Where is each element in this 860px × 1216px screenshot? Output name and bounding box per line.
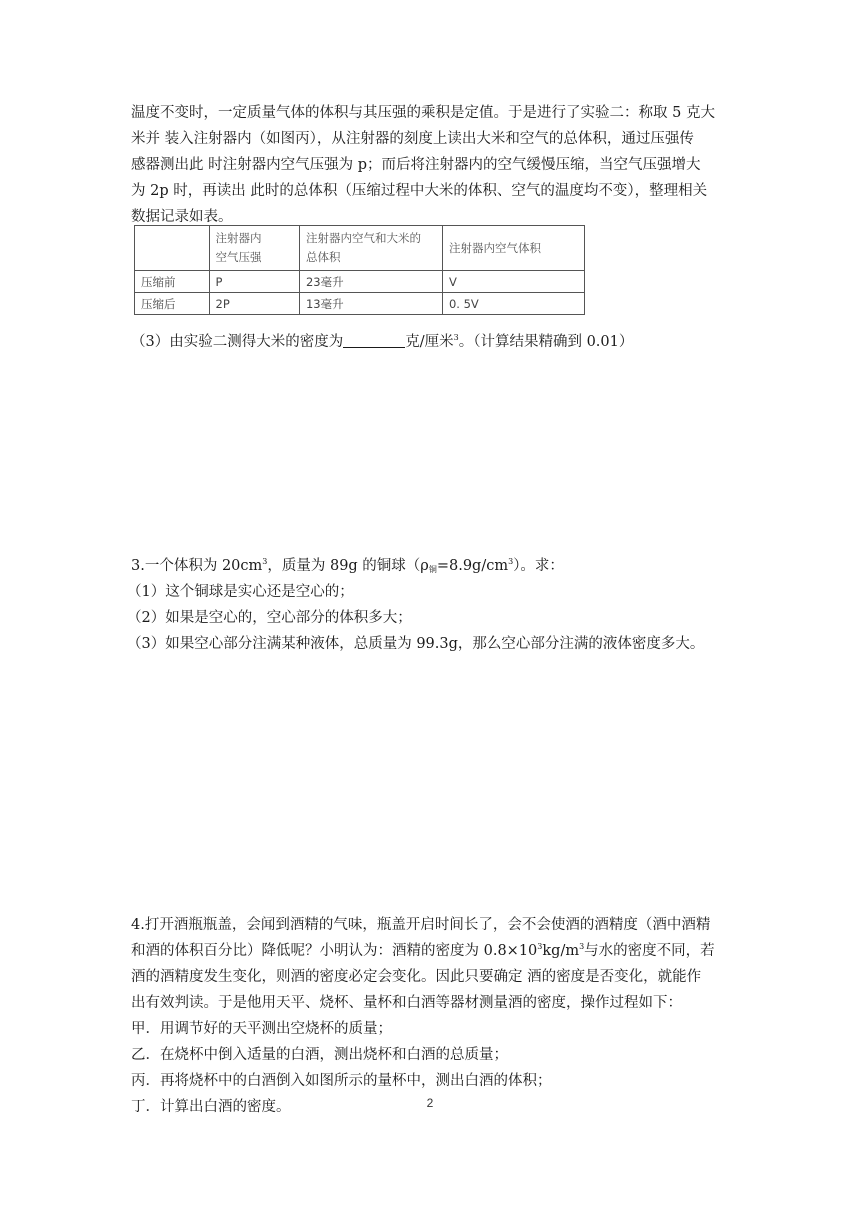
- q2-3-unit-sup: 3: [453, 333, 459, 342]
- table-header-cell: [299, 226, 442, 271]
- question-2-part-3: [131, 329, 731, 355]
- q4-line2-c: 与水的密度不同，若: [584, 943, 715, 959]
- q4-line: [131, 938, 731, 964]
- header-total-volume-line1: 注射器内空气和大米的: [305, 231, 421, 245]
- q3-item: （3）如果空心部分注满某种液体，总质量为 99.3g，那么空心部分注满的液体密度多大。: [127, 636, 705, 652]
- table-header-cell: [209, 226, 299, 271]
- q3-stem-a: 3.一个体积为 20cm: [131, 558, 263, 574]
- q4-sup: 3: [579, 942, 585, 951]
- table-row: [135, 293, 585, 315]
- table-cell: 压缩前: [135, 271, 210, 293]
- q4-step: 甲．用调节好的天平测出空烧杯的质量；: [131, 1021, 392, 1037]
- table-cell: 0. 5V: [442, 293, 584, 315]
- intro-line: 感器测出此 时注射器内空气压强为 p；而后将注射器内的空气缓慢压缩，当空气压强增大: [131, 157, 701, 173]
- table-cell: V: [442, 271, 584, 293]
- table-header-cell: 注射器内空气体积: [442, 226, 584, 271]
- table-cell: 压缩后: [135, 293, 210, 315]
- table-header-cell: [135, 226, 210, 271]
- q4-step: 丁．计算出白酒的密度。: [131, 1099, 291, 1115]
- q3-sub: 铜: [428, 565, 437, 574]
- q3-stem-d: ）。求：: [513, 558, 564, 574]
- q4-line: 4.打开酒瓶瓶盖，会闻到酒精的气味，瓶盖开启时间长了，会不会使酒的酒精度（酒中酒精: [131, 917, 711, 933]
- intro-paragraph: [131, 100, 731, 230]
- q2-3-unit: 克/厘米: [405, 334, 454, 350]
- table-row: [135, 271, 585, 293]
- intro-line: 米并 装入注射器内（如图丙），从注射器的刻度上读出大米和空气的总体积，通过压强传: [131, 131, 694, 147]
- intro-line: 数据记录如表。: [131, 209, 233, 225]
- table-cell: 13毫升: [299, 293, 442, 315]
- q4-step: 乙．在烧杯中倒入适量的白酒，测出烧杯和白酒的总质量；: [131, 1047, 508, 1063]
- table-cell: 2P: [209, 293, 299, 315]
- q4-line: 出有效判读。于是他用天平、烧杯、量杯和白酒等器材测量酒的密度，操作过程如下：: [131, 995, 682, 1011]
- table-cell: 23毫升: [299, 271, 442, 293]
- header-pressure-line1: 注射器内: [215, 231, 262, 245]
- table-header-row: [135, 226, 585, 271]
- q4-line2-b: kg/m: [542, 943, 580, 959]
- q3-sup: 3: [262, 557, 268, 566]
- answer-blank[interactable]: [343, 333, 405, 348]
- q4-line: 酒的酒精度发生变化，则酒的密度必定会变化。因此只要确定 酒的密度是否变化，就能作: [131, 969, 702, 985]
- table-cell: P: [209, 271, 299, 293]
- question-3: [127, 553, 731, 657]
- q4-sup: 3: [537, 942, 543, 951]
- q3-stem-b: ，质量为 89g 的铜球（ρ: [267, 558, 429, 574]
- q3-stem: [131, 553, 731, 579]
- q2-3-note: 。（计算结果精确到 0.01）: [458, 334, 634, 350]
- intro-line: 为 2p 时，再读出 此时的总体积（压缩过程中大米的体积、空气的温度均不变），整理相关: [131, 183, 708, 199]
- page-number: 2: [426, 1096, 434, 1110]
- q3-sup: 3: [508, 557, 514, 566]
- q3-item: （1）这个铜球是实心还是空心的；: [127, 584, 354, 600]
- header-total-volume-line2: 总体积: [305, 250, 341, 264]
- q3-stem-c: =8.9g/cm: [436, 558, 509, 574]
- intro-line: 温度不变时，一定质量气体的体积与其压强的乘积是定值。于是进行了实验二：称取 5 克大: [131, 105, 715, 121]
- q3-item: （2）如果是空心的，空心部分的体积多大；: [127, 610, 412, 626]
- q2-3-text: （3）由实验二测得大米的密度为: [131, 334, 344, 350]
- experiment-data-table: [134, 225, 585, 315]
- q4-step: 丙．再将烧杯中的白酒倒入如图所示的量杯中，测出白酒的体积；: [131, 1073, 552, 1089]
- question-4: [131, 912, 731, 1120]
- header-pressure-line2: 空气压强: [215, 250, 262, 264]
- q4-line2-a: 和酒的体积百分比）降低呢？小明认为：酒精的密度为 0.8×10: [131, 943, 538, 959]
